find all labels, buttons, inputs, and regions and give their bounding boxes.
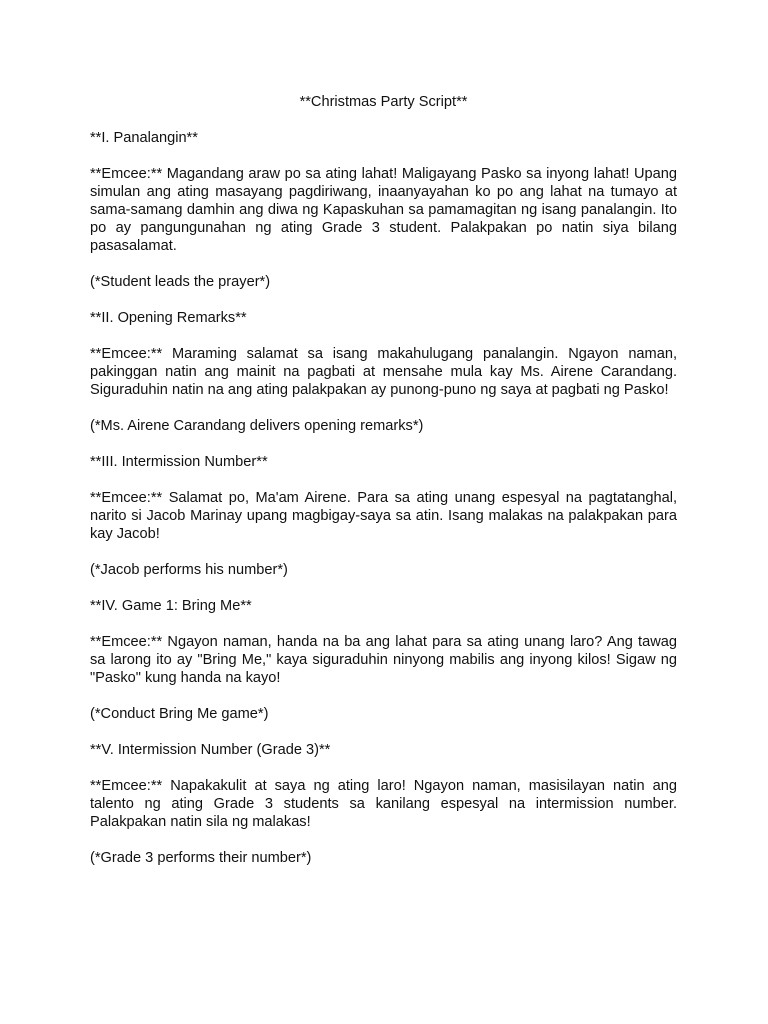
emcee-line: **Emcee:** Napakakulit at saya ng ating laro! Ngayon naman, masisilayan natin ang talento ng ating Grade 3 students sa kanilang espesyal na intermission number. Palakpakan natin sila ng malakas! xyxy=(90,778,677,830)
emcee-line: **Emcee:** Maraming salamat sa isang makahulugang panalangin. Ngayon naman, pakinggan natin ang mainit na pagbati at mensahe mula kay Ms. Airene Carandang. Siguraduhin natin na ang ating palakpakan ay punong-puno ng saya at pagbati ng Pasko! xyxy=(90,346,677,398)
section-heading: **IV. Game 1: Bring Me** xyxy=(90,598,252,614)
stage-direction: (*Student leads the prayer*) xyxy=(90,274,271,290)
stage-direction: (*Ms. Airene Carandang delivers opening remarks*) xyxy=(90,418,424,434)
document-title: **Christmas Party Script** xyxy=(299,94,468,110)
section-intermission-number xyxy=(90,453,677,579)
section-heading: **V. Intermission Number (Grade 3)** xyxy=(90,742,331,758)
section-game-bring-me xyxy=(90,597,677,723)
section-heading: **I. Panalangin** xyxy=(90,130,198,146)
script-content xyxy=(90,93,677,885)
stage-direction: (*Grade 3 performs their number*) xyxy=(90,850,312,866)
stage-direction: (*Conduct Bring Me game*) xyxy=(90,706,269,722)
section-opening-remarks xyxy=(90,309,677,435)
stage-direction: (*Jacob performs his number*) xyxy=(90,562,288,578)
section-heading: **III. Intermission Number** xyxy=(90,454,268,470)
emcee-line: **Emcee:** Ngayon naman, handa na ba ang lahat para sa ating unang laro? Ang tawag sa larong ito ay "Bring Me," kaya siguraduhin ninyong mabilis ang inyong kilos! Sigaw ng "Pasko" kung handa na kayo! xyxy=(90,634,677,686)
section-intermission-grade-3 xyxy=(90,741,677,867)
emcee-line: **Emcee:** Magandang araw po sa ating lahat! Maligayang Pasko sa inyong lahat! Upang simulan ang ating masayang pagdiriwang, inaanyayahan ko po ang lahat na tumayo at sama-samang damhin ang diwa ng Kapaskuhan sa pamamagitan ng isang panalangin. Ito po ay pangungunahan ng ating Grade 3 student. Palakpakan po natin siya bilang pasasalamat. xyxy=(90,166,677,254)
emcee-line: **Emcee:** Salamat po, Ma'am Airene. Para sa ating unang espesyal na pagtatanghal, narito si Jacob Marinay upang magbigay-saya sa atin. Isang malakas na palakpakan para kay Jacob! xyxy=(90,490,677,542)
section-heading: **II. Opening Remarks** xyxy=(90,310,247,326)
section-panalangin xyxy=(90,129,677,291)
